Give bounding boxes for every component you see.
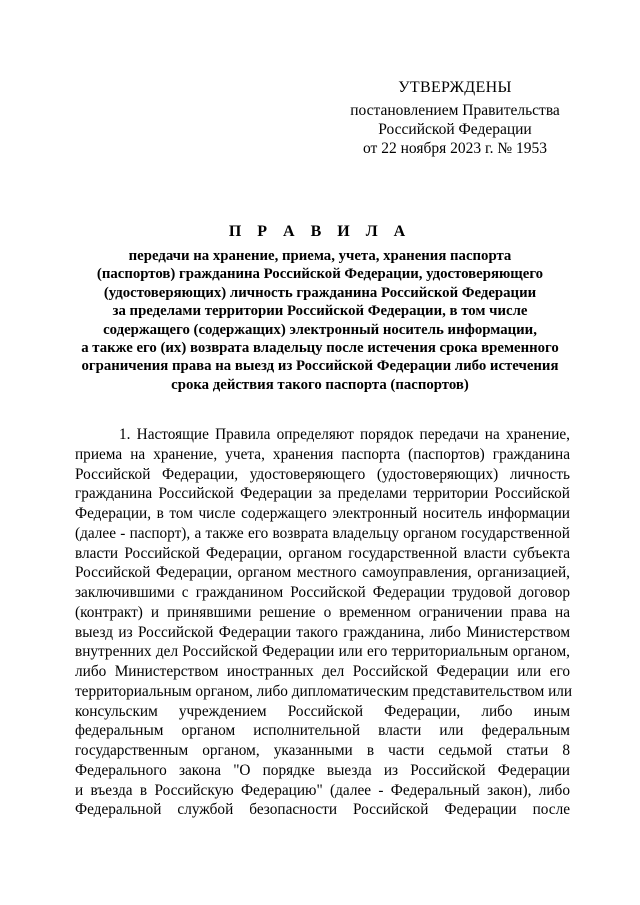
body-line: приема на хранение, учета, хранения паспорта (паспортов) гражданина (75, 445, 570, 463)
body-line: выезд из Российской Федерации такого гражданина, либо Министерством (75, 623, 570, 641)
approval-heading: УТВЕРЖДЕНЫ (398, 79, 512, 96)
body-line: федеральным органом исполнительной власти или федеральным (75, 722, 570, 740)
approval-block (330, 78, 580, 158)
body-line: 1. Настоящие Правила определяют порядок передачи на хранение, (119, 426, 570, 443)
body-line: Федерального закона "О порядке выезда из Российской Федерации (75, 761, 570, 779)
body-line: Федеральной службой безопасности Российской Федерации после (75, 801, 570, 819)
body-paragraph (75, 425, 573, 820)
subtitle-line: а также его (их) возврата владельцу после истечения срока временного (81, 340, 559, 357)
subtitle-line: срока действия такого паспорта (паспортов) (171, 376, 469, 393)
body-line: и въезда в Российскую Федерацию" (далее - Федеральный закон), либо (75, 781, 570, 799)
body-line: территориальным органом, либо дипломатическим представительством или (75, 682, 573, 700)
approval-line: Российской Федерации (378, 121, 532, 138)
body-line: Российской Федерации, удостоверяющего (удостоверяющих) личность (75, 465, 570, 483)
body-line: внутренних дел Российской Федерации или его территориальным органом, (75, 643, 570, 661)
approval-line: постановлением Правительства (350, 102, 560, 119)
subtitle-line: содержащего (содержащих) электронный носитель информации, (103, 321, 537, 338)
document-title: П Р А В И Л А (228, 223, 412, 240)
subtitle-line: за пределами территории Российской Федерации, в том числе (112, 303, 528, 320)
subtitle-line: ограничения права на выезд из Российской Федерации либо истечения (81, 358, 559, 375)
body-line: власти Российской Федерации, органом государственной власти субъекта (75, 544, 570, 562)
body-line: гражданина Российской Федерации за пределами территории Российской (75, 485, 570, 503)
body-line: заключившими с гражданином Российской Федерации трудовой договор (75, 584, 570, 601)
body-line: (контракт) и принявшими решение о временном ограничении права на (75, 603, 570, 621)
subtitle-line: передачи на хранение, приема, учета, хранения паспорта (128, 248, 512, 264)
body-line: (далее - паспорт), а также его возврата владельцу органом государственной (75, 524, 570, 542)
body-line: государственным органом, указанными в части седьмой статьи 8 (75, 742, 570, 759)
body-line: консульским учреждением Российской Федерации, либо иным (75, 702, 570, 720)
body-line: либо Министерством иностранных дел Российской Федерации или его (75, 663, 570, 680)
document-subtitle (70, 247, 570, 394)
approval-date: от 22 ноября 2023 г. № 1953 (363, 140, 547, 157)
subtitle-line: (паспортов) гражданина Российской Федерации, удостоверяющего (96, 266, 544, 283)
body-line: Федерации, в том числе содержащего электронный носитель информации (75, 505, 570, 522)
subtitle-line: (удостоверяющих) личность гражданина Российской Федерации (103, 284, 537, 301)
body-line: Российской Федерации, органом местного самоуправления, организацией, (75, 564, 570, 582)
